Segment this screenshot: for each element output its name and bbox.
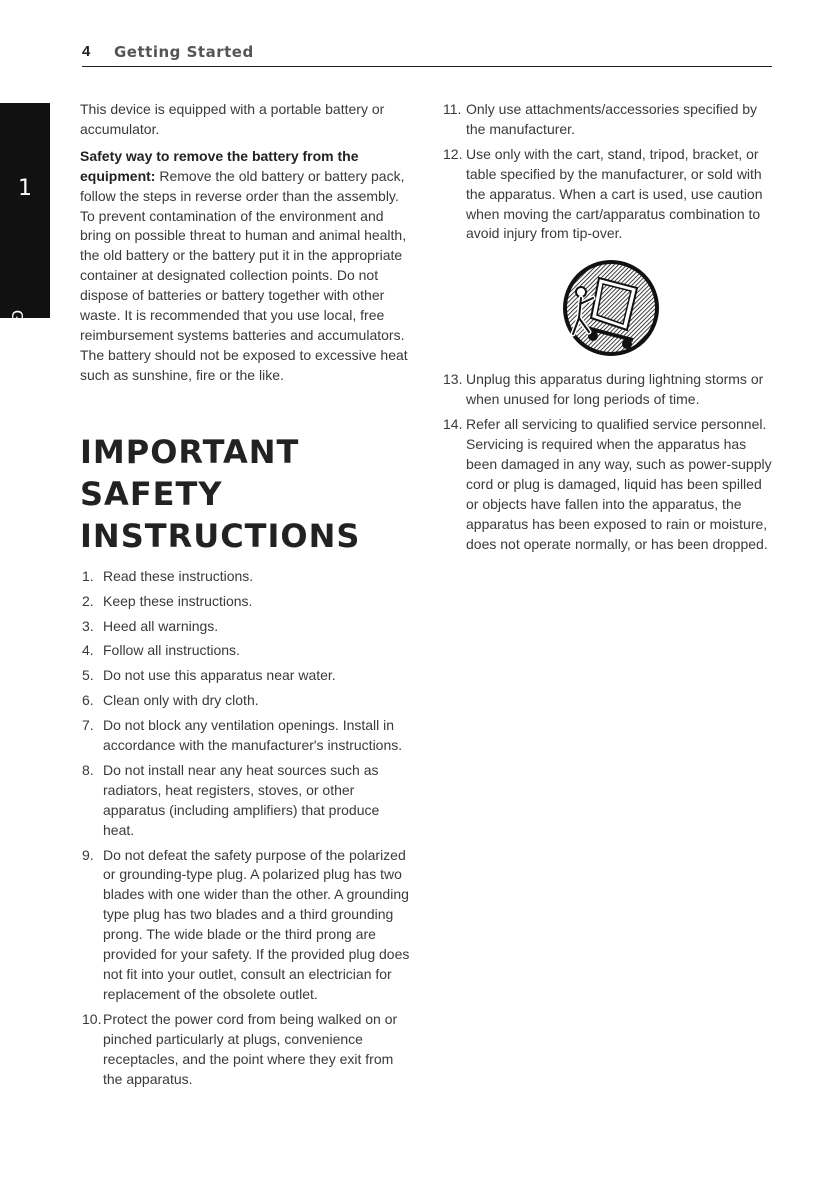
chapter-tab — [0, 103, 50, 426]
list-item — [80, 1010, 410, 1090]
list-item — [80, 641, 410, 661]
battery-paragraph: This device is equipped with a portable battery or accumulator. — [80, 101, 385, 137]
chapter-label: Getting Started — [8, 310, 25, 426]
item-text: Do not block any ventilation openings. Install in accordance with the manufacturer's instructions. — [103, 717, 403, 754]
list-item — [80, 592, 410, 612]
list-item — [443, 145, 778, 245]
list-item — [443, 415, 778, 554]
item-text: Use only with the cart, stand, tripod, bracket, or table specified by the manufacturer, or sold with the apparatus. When a cart is used, use caution when moving the cart/apparatus combination to avoid injury from tip-over. — [466, 145, 763, 242]
item-text: Heed all warnings. — [103, 617, 219, 634]
page-header — [82, 40, 772, 67]
item-text: Refer all servicing to qualified service personnel. Servicing is required when the apparatus has been damaged in any way, such as power-supply cord or plug is damaged, liquid has been spilled or objects have fallen into the apparatus, the apparatus has been exposed to rain or moisture, does not operate normally, or has been dropped. — [466, 416, 772, 552]
item-number: 10. — [82, 1010, 102, 1027]
item-text: Clean only with dry cloth. — [103, 692, 259, 709]
item-text: Keep these instructions. — [103, 592, 253, 609]
list-item — [80, 761, 410, 841]
instructions-list-right — [443, 100, 778, 244]
list-item — [80, 691, 410, 711]
item-text: Do not use this apparatus near water. — [103, 667, 336, 684]
item-number: 1. — [82, 567, 94, 584]
item-number: 3. — [82, 617, 94, 634]
left-column — [80, 100, 410, 1094]
battery-removal-body: Remove the old battery or battery pack, follow the steps in reverse order than the assembly. To prevent contamination of the environment and bring on possible threat to human and animal health, the old battery or the battery put it in the appropriate container at designated collection points. Do not dispose of batteries or battery together with other waste. It is recommended that you use local, free reimbursement systems batteries and accumulators. The battery should not be exposed to excessive heat such as sunshine, fire or the like. — [80, 167, 408, 383]
list-item — [80, 716, 410, 756]
cart-tip-over-warning-icon — [561, 258, 661, 358]
chapter-number: 1 — [18, 176, 32, 201]
list-item — [80, 666, 410, 686]
item-text: Only use attachments/accessories specified by the manufacturer. — [466, 101, 758, 137]
item-text: Unplug this apparatus during lightning storms or when unused for long periods of time. — [466, 371, 764, 408]
list-item — [80, 567, 410, 587]
battery-removal-heading: Safety way to remove the battery from the equipment: — [80, 147, 359, 184]
item-number: 12. — [443, 145, 463, 162]
item-number: 7. — [82, 717, 94, 734]
list-item — [443, 100, 778, 140]
battery-removal-paragraph — [80, 147, 410, 386]
list-item — [80, 617, 410, 637]
instructions-list-left — [80, 567, 410, 1090]
item-number: 9. — [82, 846, 94, 863]
right-column — [443, 100, 778, 560]
section-heading: IMPORTANT SAFETY INSTRUCTIONS — [80, 432, 361, 555]
item-number: 6. — [82, 692, 94, 709]
item-number: 8. — [82, 761, 94, 778]
item-text: Read these instructions. — [103, 567, 254, 584]
page-number: 4 — [82, 43, 91, 60]
item-number: 14. — [443, 416, 463, 433]
item-number: 2. — [82, 592, 94, 609]
item-number: 13. — [443, 371, 463, 388]
item-number: 5. — [82, 667, 94, 684]
header-title: Getting Started — [114, 43, 254, 61]
item-text: Protect the power cord from being walked on or pinched particularly at plugs, convenience receptacles, and the point where they exit from the apparatus. — [103, 1010, 398, 1087]
list-item — [443, 370, 778, 410]
list-item — [80, 846, 410, 1005]
item-number: 4. — [82, 642, 94, 659]
item-text: Do not defeat the safety purpose of the polarized or grounding-type plug. A polarized plug has two blades with one wider than the other. A grounding type plug has two blades and a third grounding prong. The wide blade or the third prong are provided for your safety. If the provided plug does not fit into your outlet, consult an electrician for replacement of the obsolete outlet. — [103, 846, 410, 1002]
item-number: 11. — [443, 101, 462, 117]
instructions-list-right-continued — [443, 370, 778, 554]
item-text: Follow all instructions. — [103, 642, 240, 659]
item-text: Do not install near any heat sources such as radiators, heat registers, stoves, or other apparatus (including amplifiers) that produce heat. — [103, 761, 380, 838]
cart-warning-figure — [443, 258, 778, 358]
